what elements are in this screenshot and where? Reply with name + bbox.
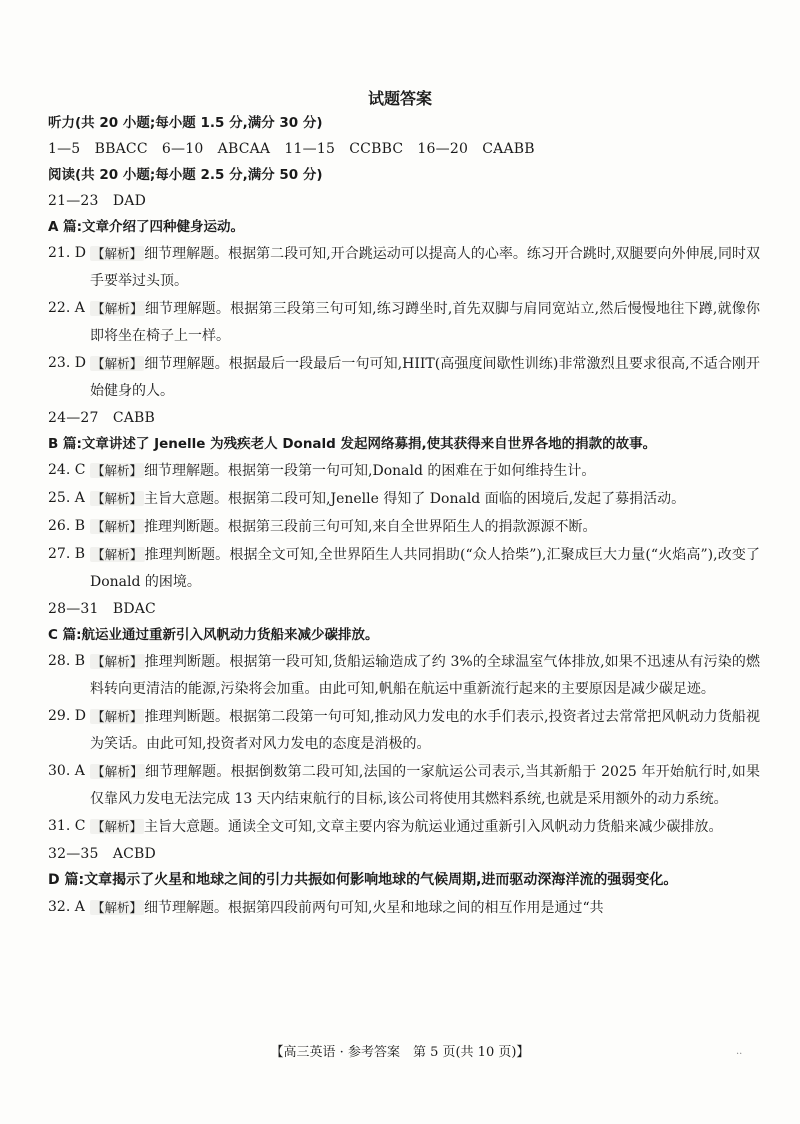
analysis-tag: 【解析】 — [92, 547, 143, 562]
answer-item — [48, 457, 760, 485]
answer-number: 29. D — [48, 708, 86, 724]
answer-item — [48, 703, 760, 758]
analysis-text: 推理判断题。根据第三段前三句可知,来自全世界陌生人的捐款源源不断。 — [144, 519, 597, 535]
analysis-text: 推理判断题。根据全文可知,全世界陌生人共同捐助(“众人拾柴”),汇聚成巨大力量(“火焰高”),改变了 Donald 的困境。 — [90, 547, 760, 590]
corner-mark: .. — [736, 1046, 743, 1057]
analysis-text: 细节理解题。根据第一段第一句可知,Donald 的困难在于如何维持生计。 — [144, 463, 596, 479]
answer-number: 27. B — [48, 546, 86, 562]
analysis-tag: 【解析】 — [92, 519, 143, 534]
content — [48, 110, 760, 922]
answer-item — [48, 240, 760, 295]
analysis-tag: 【解析】 — [92, 246, 143, 261]
group-c-range: 28—31 BDAC — [48, 601, 156, 617]
analysis-tag: 【解析】 — [92, 463, 143, 478]
page-title: 试题答案 — [367, 89, 432, 108]
group-a-summary: A 篇:文章介绍了四种健身运动。 — [48, 219, 245, 235]
answer-item — [48, 648, 760, 703]
answer-number: 22. A — [48, 300, 85, 316]
answer-number: 21. D — [48, 245, 86, 261]
analysis-text: 推理判断题。根据第一段可知,货船运输造成了约 3%的全球温室气体排放,如果不迅速从有污染的燃料转向更清洁的能源,污染将会加重。由此可知,帆船在航运中重新流行起来的主要原因是减少碳足迹。 — [90, 654, 760, 697]
answer-item — [48, 758, 760, 813]
listening-answers: 1—5 BBACC 6—10 ABCAA 11—15 CCBBC 16—20 CAABB — [48, 141, 535, 157]
listening-heading: 听力(共 20 小题;每小题 1.5 分,满分 30 分) — [48, 115, 323, 131]
answer-item — [48, 541, 760, 596]
page-footer: 【高三英语 · 参考答案 第 5 页(共 10 页)】 — [270, 1045, 530, 1060]
group-a-range: 21—23 DAD — [48, 193, 146, 209]
analysis-text: 主旨大意题。通读全文可知,文章主要内容为航运业通过重新引入风帆动力货船来减少碳排放。 — [144, 819, 723, 835]
answer-item — [48, 813, 760, 841]
answer-item — [48, 513, 760, 541]
analysis-tag: 【解析】 — [92, 709, 143, 724]
analysis-tag: 【解析】 — [92, 654, 143, 669]
group-b-summary: B 篇:文章讲述了 Jenelle 为残疾老人 Donald 发起网络募捐,使其获得来自世界各地的捐款的故事。 — [48, 436, 657, 452]
analysis-tag: 【解析】 — [92, 900, 143, 915]
analysis-text: 细节理解题。根据最后一段最后一句可知,HIIT(高强度间歇性训练)非常激烈且要求很高,不适合刚开始健身的人。 — [90, 356, 760, 399]
answer-item — [48, 894, 760, 922]
answer-number: 32. A — [48, 899, 85, 915]
answer-number: 24. C — [48, 462, 86, 478]
answer-number: 26. B — [48, 518, 86, 534]
answer-item — [48, 350, 760, 405]
answer-number: 30. A — [48, 763, 85, 779]
group-c-summary: C 篇:航运业通过重新引入风帆动力货船来减少碳排放。 — [48, 627, 379, 643]
group-d-summary-text: D 篇:文章揭示了火星和地球之间的引力共振如何影响地球的气候周期,进而驱动深海洋流的强弱变化。 — [48, 872, 678, 888]
answer-item — [48, 485, 760, 513]
group-d-range: 32—35 ACBD — [48, 846, 156, 862]
analysis-text: 细节理解题。根据第三段第三句可知,练习蹲坐时,首先双脚与肩同宽站立,然后慢慢地往下蹲,就像你即将坐在椅子上一样。 — [90, 301, 760, 344]
analysis-tag: 【解析】 — [92, 301, 143, 316]
analysis-tag: 【解析】 — [92, 356, 143, 371]
answer-number: 23. D — [48, 355, 86, 371]
analysis-tag: 【解析】 — [92, 764, 144, 779]
group-d-summary — [48, 867, 760, 894]
analysis-text: 细节理解题。根据第四段前两句可知,火星和地球之间的相互作用是通过“共 — [144, 900, 604, 916]
analysis-text: 细节理解题。根据第二段可知,开合跳运动可以提高人的心率。练习开合跳时,双腿要向外伸展,同时双手要举过头顶。 — [90, 246, 760, 289]
group-b-range: 24—27 CABB — [48, 410, 156, 426]
answer-number: 28. B — [48, 653, 86, 669]
analysis-text: 推理判断题。根据第二段第一句可知,推动风力发电的水手们表示,投资者过去常常把风帆动力货船视为笑话。由此可知,投资者对风力发电的态度是消极的。 — [90, 709, 760, 752]
analysis-tag: 【解析】 — [92, 491, 143, 506]
answer-number: 25. A — [48, 490, 85, 506]
reading-heading: 阅读(共 20 小题;每小题 2.5 分,满分 50 分) — [48, 167, 323, 183]
analysis-tag: 【解析】 — [92, 819, 143, 834]
analysis-text: 主旨大意题。根据第二段可知,Jenelle 得知了 Donald 面临的困境后,发起了募捐活动。 — [144, 491, 686, 507]
answer-item — [48, 295, 760, 350]
analysis-text: 细节理解题。根据倒数第二段可知,法国的一家航运公司表示,当其新船于 2025 年开始航行时,如果仅靠风力发电无法完成 13 天内结束航行的目标,该公司将使用其燃料系统,也就是采用额外的动力系统。 — [90, 764, 760, 807]
answer-number: 31. C — [48, 818, 86, 834]
